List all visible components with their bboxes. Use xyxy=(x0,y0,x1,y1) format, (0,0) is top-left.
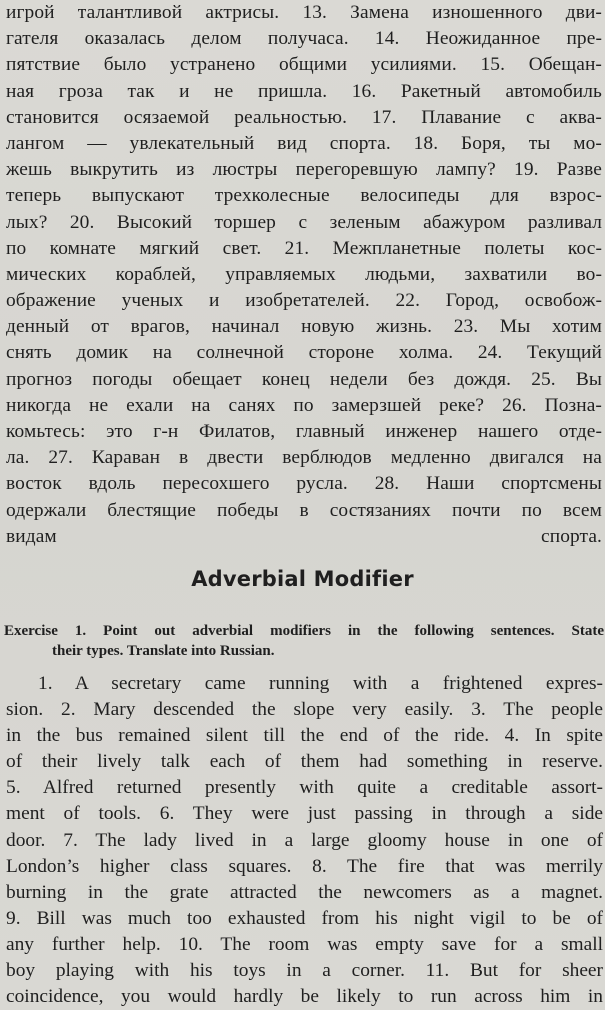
text-line: лых? 20. Высокий торшер с зеленым абажуром разливал xyxy=(6,211,602,233)
text-line: гателя оказалась делом получаса. 14. Неожиданное пре- xyxy=(6,28,602,50)
text-line: по комнате мягкий свет. 21. Межпланетные полеты кос- xyxy=(6,237,602,259)
text-line: игрой талантливой актрисы. 13. Замена изношенного дви- xyxy=(6,2,602,23)
text-line: coincidence, you would hardly be likely to run across him in xyxy=(6,986,603,1008)
text-line: пятствие было устранено общими усилиями. 15. Обещан- xyxy=(6,54,602,76)
text-line: any further help. 10. The room was empty save for a small xyxy=(6,933,603,955)
text-line: ображение ученых и изобретателей. 22. Город, освобож- xyxy=(6,290,602,312)
text-line: ная гроза так и не пришла. 16. Ракетный автомобиль xyxy=(6,80,602,102)
exercise-instruction xyxy=(4,621,604,661)
text-line: ment of tools. 6. They were just passing in through a side xyxy=(6,803,603,825)
text-line: in the bus remained silent till the end of the ride. 4. In spite xyxy=(6,725,603,747)
text-line-last: видам спорта. xyxy=(6,525,602,547)
text-line: комьтесь: это г-н Филатов, главный инженер нашего отде- xyxy=(6,421,602,442)
text-line: восток вдоль пересохшего русла. 28. Наши спортсмены xyxy=(6,473,602,495)
text-line: лангом — увлекательный вид спорта. 18. Боря, ты мо- xyxy=(6,132,602,154)
text-line: door. 7. The lady lived in a large gloomy house in one of xyxy=(6,829,603,851)
text-line: 9. Bill was much too exhausted from his night vigil to be of xyxy=(6,907,603,929)
text-line: мических кораблей, управляемых людьми, захватили во- xyxy=(6,263,602,285)
russian-translation-text xyxy=(6,0,602,550)
exercise-instruction-line: their types. Translate into Russian. xyxy=(52,643,275,659)
text-line: прогноз погоды обещает конец недели без дождя. 25. Вы xyxy=(6,368,602,390)
exercise-sentences xyxy=(6,671,603,1010)
text-line: денный от врагов, начинал новую жизнь. 23. Мы хотим xyxy=(6,316,602,338)
text-line: 1. A secretary came running with a frightened expres- xyxy=(38,673,603,694)
section-heading: Adverbial Modifier xyxy=(191,567,414,591)
text-line: London’s higher class squares. 8. The fire that was merrily xyxy=(6,855,603,877)
text-line: никогда не ехали на санях по замерзшей реке? 26. Позна- xyxy=(6,394,602,416)
text-line: снять домик на солнечной стороне холма. 24. Текущий xyxy=(6,342,602,364)
text-line: sion. 2. Mary descended the slope very easily. 3. The people xyxy=(6,699,603,721)
text-line: одержали блестящие победы в состязаниях почти по всем xyxy=(6,499,602,521)
text-line: жешь выкрутить из люстры перегоревшую лампу? 19. Разве xyxy=(6,159,602,181)
text-line: становится осязаемой реальностью. 17. Плавание с аква- xyxy=(6,106,602,128)
text-line: burning in the grate attracted the newcomers as a magnet. xyxy=(6,881,603,903)
text-line: теперь выпускают трехколесные велосипеды для взрос- xyxy=(6,185,602,207)
text-line: 5. Alfred returned presently with quite a creditable assort- xyxy=(6,777,603,799)
text-line: of their lively talk each of them had something in reserve. xyxy=(6,751,603,773)
text-line: boy playing with his toys in a corner. 11. But for sheer xyxy=(6,960,603,982)
text-line: ла. 27. Караван в двести верблюдов медленно двигался на xyxy=(6,447,602,469)
exercise-instruction-line: Exercise 1. Point out adverbial modifiers in the following sentences. State xyxy=(4,623,604,639)
